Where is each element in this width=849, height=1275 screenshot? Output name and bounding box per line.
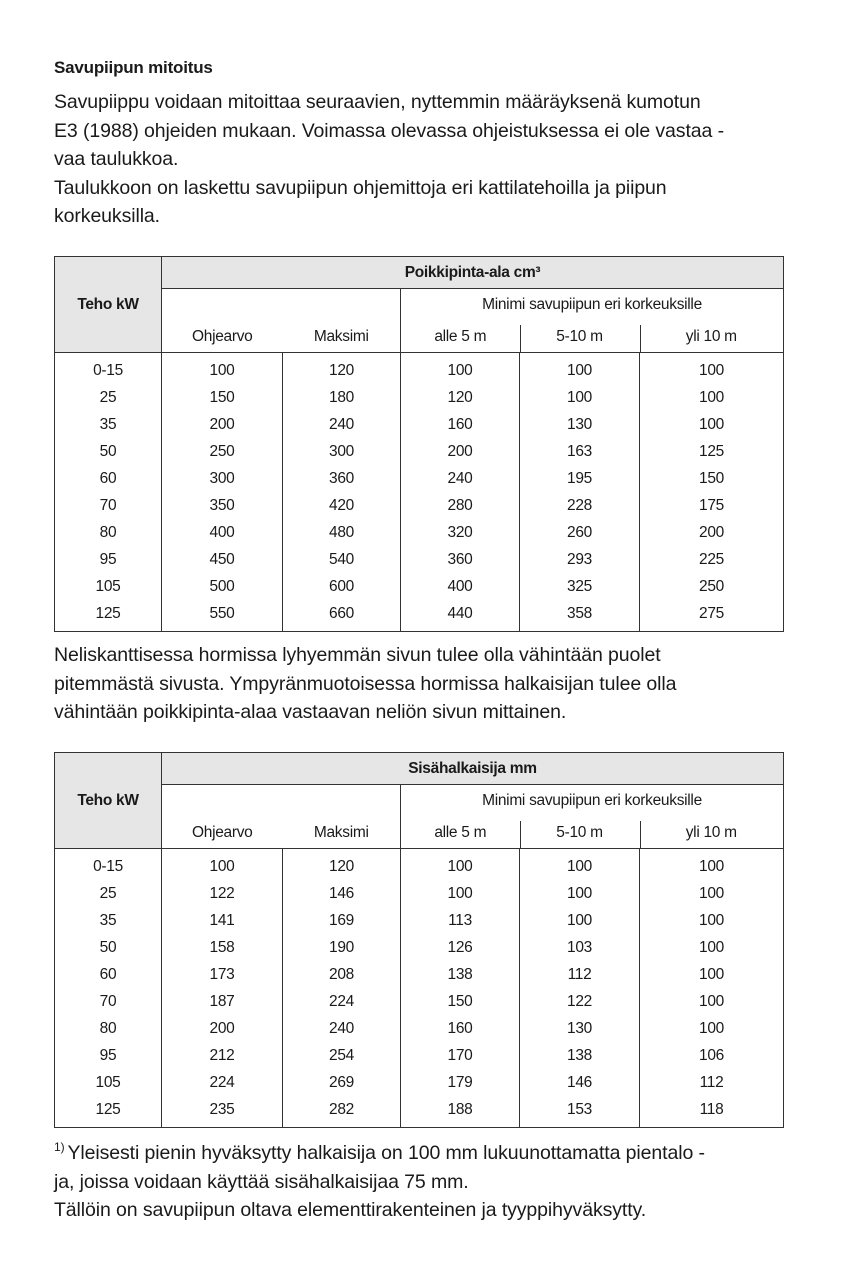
value-cell: 100 (520, 384, 640, 411)
teho-cell: 0-15 (55, 353, 162, 385)
table-row (55, 934, 784, 961)
table-row (55, 492, 784, 519)
minimi-header: Minimi savupiipun eri korkeuksille (401, 785, 784, 818)
value-cell: 187 (162, 988, 283, 1015)
value-cell: 160 (401, 411, 520, 438)
value-cell: 300 (283, 438, 401, 465)
value-cell: 300 (162, 465, 283, 492)
value-cell: 100 (401, 353, 520, 385)
footnote-line: Tällöin on savupiipun oltava elementtirakenteinen ja tyyppihyväksytty. (54, 1199, 647, 1222)
teho-header: Teho kW (55, 257, 162, 353)
value-cell: 208 (283, 961, 401, 988)
value-cell: 103 (520, 934, 640, 961)
value-cell: 269 (283, 1069, 401, 1096)
column-header: Maksimi (283, 817, 401, 849)
value-cell: 200 (640, 519, 784, 546)
value-cell: 480 (283, 519, 401, 546)
teho-header: Teho kW (55, 753, 162, 849)
value-cell: 190 (283, 934, 401, 961)
value-cell: 280 (401, 492, 520, 519)
teho-cell: 25 (55, 880, 162, 907)
teho-cell: 60 (55, 465, 162, 492)
value-cell: 113 (401, 907, 520, 934)
teho-cell: 95 (55, 546, 162, 573)
column-header: Ohjearvo (162, 817, 283, 849)
value-cell: 146 (520, 1069, 640, 1096)
value-cell: 275 (640, 600, 784, 632)
table-row (55, 600, 784, 632)
table-row (55, 573, 784, 600)
value-cell: 212 (162, 1042, 283, 1069)
column-header: yli 10 m (640, 817, 784, 849)
value-cell: 179 (401, 1069, 520, 1096)
value-cell: 100 (640, 849, 784, 881)
value-cell: 150 (640, 465, 784, 492)
value-cell: 106 (640, 1042, 784, 1069)
table-row (55, 384, 784, 411)
value-cell: 224 (283, 988, 401, 1015)
column-header: 5-10 m (520, 817, 640, 849)
table-row (55, 438, 784, 465)
value-cell: 130 (520, 411, 640, 438)
column-header: Maksimi (283, 321, 401, 353)
column-header: yli 10 m (640, 321, 784, 353)
teho-cell: 105 (55, 573, 162, 600)
middle-line: Neliskanttisessa hormissa lyhyemmän sivun tulee olla vähintään puolet (54, 644, 661, 666)
table-row (55, 1096, 784, 1128)
value-cell: 358 (520, 600, 640, 632)
column-header: Ohjearvo (162, 321, 283, 353)
value-cell: 153 (520, 1096, 640, 1128)
intro-line: vaa taulukkoa. (54, 148, 179, 171)
intro-line: Savupiippu voidaan mitoittaa seuraavien, nyttemmin määräyksenä kumotun (54, 91, 701, 113)
value-cell: 600 (283, 573, 401, 600)
table-row (55, 465, 784, 492)
value-cell: 122 (520, 988, 640, 1015)
teho-cell: 80 (55, 1015, 162, 1042)
value-cell: 660 (283, 600, 401, 632)
value-cell: 360 (401, 546, 520, 573)
table-row (55, 961, 784, 988)
value-cell: 120 (401, 384, 520, 411)
value-cell: 250 (640, 573, 784, 600)
teho-cell: 50 (55, 438, 162, 465)
cross-section-table (54, 256, 784, 632)
value-cell: 160 (401, 1015, 520, 1042)
table-body (55, 849, 784, 1128)
teho-cell: 35 (55, 907, 162, 934)
value-cell: 200 (162, 411, 283, 438)
inner-diameter-table (54, 752, 784, 1128)
value-cell: 320 (401, 519, 520, 546)
teho-cell: 70 (55, 492, 162, 519)
value-cell: 120 (283, 353, 401, 385)
value-cell: 120 (283, 849, 401, 881)
section-heading: Savupiipun mitoitus (54, 58, 213, 77)
value-cell: 138 (401, 961, 520, 988)
value-cell: 141 (162, 907, 283, 934)
value-cell: 200 (162, 1015, 283, 1042)
column-header: 5-10 m (520, 321, 640, 353)
value-cell: 180 (283, 384, 401, 411)
value-cell: 100 (520, 907, 640, 934)
value-cell: 170 (401, 1042, 520, 1069)
table-row (55, 880, 784, 907)
value-cell: 100 (162, 353, 283, 385)
group-header: Poikkipinta-ala cm³ (162, 257, 784, 289)
intro-line: E3 (1988) ohjeiden mukaan. Voimassa olevassa ohjeistuksessa ei ole vastaa - (54, 119, 724, 142)
value-cell: 118 (640, 1096, 784, 1128)
teho-cell: 105 (55, 1069, 162, 1096)
value-cell: 100 (640, 880, 784, 907)
value-cell: 195 (520, 465, 640, 492)
value-cell: 420 (283, 492, 401, 519)
value-cell: 260 (520, 519, 640, 546)
blank-header-cell (162, 289, 401, 322)
value-cell: 100 (640, 934, 784, 961)
table-row (55, 353, 784, 385)
value-cell: 130 (520, 1015, 640, 1042)
value-cell: 250 (162, 438, 283, 465)
intro-line: Taulukkoon on laskettu savupiipun ohjemittoja eri kattilatehoilla ja piipun (54, 176, 667, 199)
teho-cell: 35 (55, 411, 162, 438)
footnote-line: ja, joissa voidaan käyttää sisähalkaisijaa 75 mm. (54, 1170, 469, 1193)
teho-cell: 95 (55, 1042, 162, 1069)
value-cell: 325 (520, 573, 640, 600)
table-row (55, 849, 784, 881)
value-cell: 100 (640, 411, 784, 438)
value-cell: 440 (401, 600, 520, 632)
value-cell: 125 (640, 438, 784, 465)
value-cell: 146 (283, 880, 401, 907)
value-cell: 100 (640, 988, 784, 1015)
footnote-line (54, 1133, 705, 1168)
middle-line: pitemmästä sivusta. Ympyränmuotoisessa hormissa halkaisijan tulee olla (54, 672, 677, 695)
value-cell: 100 (640, 1015, 784, 1042)
value-cell: 100 (640, 961, 784, 988)
teho-cell: 25 (55, 384, 162, 411)
value-cell: 540 (283, 546, 401, 573)
table-row (55, 411, 784, 438)
value-cell: 169 (283, 907, 401, 934)
value-cell: 225 (640, 546, 784, 573)
value-cell: 100 (640, 384, 784, 411)
value-cell: 200 (401, 438, 520, 465)
footnote-marker: 1) (54, 1140, 65, 1154)
group-header: Sisähalkaisija mm (162, 753, 784, 785)
table-row (55, 546, 784, 573)
teho-cell: 60 (55, 961, 162, 988)
value-cell: 188 (401, 1096, 520, 1128)
value-cell: 100 (640, 907, 784, 934)
table-row (55, 907, 784, 934)
middle-paragraph (54, 641, 794, 727)
teho-cell: 125 (55, 600, 162, 632)
table-row (55, 988, 784, 1015)
value-cell: 228 (520, 492, 640, 519)
column-header: alle 5 m (401, 817, 520, 849)
table-row (55, 1069, 784, 1096)
teho-cell: 70 (55, 988, 162, 1015)
intro-line: korkeuksilla. (54, 205, 160, 228)
value-cell: 158 (162, 934, 283, 961)
blank-header-cell (162, 785, 401, 818)
value-cell: 235 (162, 1096, 283, 1128)
value-cell: 112 (520, 961, 640, 988)
value-cell: 100 (401, 849, 520, 881)
value-cell: 254 (283, 1042, 401, 1069)
value-cell: 360 (283, 465, 401, 492)
table-row (55, 1015, 784, 1042)
value-cell: 112 (640, 1069, 784, 1096)
table-row (55, 519, 784, 546)
footnote-text: Yleisesti pienin hyväksytty halkaisija on 100 mm lukuunottamatta pientalo - (67, 1142, 705, 1164)
value-cell: 100 (401, 880, 520, 907)
value-cell: 400 (162, 519, 283, 546)
value-cell: 400 (401, 573, 520, 600)
value-cell: 163 (520, 438, 640, 465)
value-cell: 240 (401, 465, 520, 492)
value-cell: 150 (401, 988, 520, 1015)
value-cell: 175 (640, 492, 784, 519)
teho-cell: 125 (55, 1096, 162, 1128)
value-cell: 122 (162, 880, 283, 907)
value-cell: 100 (520, 880, 640, 907)
value-cell: 100 (520, 849, 640, 881)
value-cell: 450 (162, 546, 283, 573)
value-cell: 350 (162, 492, 283, 519)
value-cell: 224 (162, 1069, 283, 1096)
value-cell: 173 (162, 961, 283, 988)
value-cell: 500 (162, 573, 283, 600)
teho-cell: 0-15 (55, 849, 162, 881)
value-cell: 150 (162, 384, 283, 411)
value-cell: 138 (520, 1042, 640, 1069)
teho-cell: 80 (55, 519, 162, 546)
value-cell: 100 (162, 849, 283, 881)
value-cell: 282 (283, 1096, 401, 1128)
teho-cell: 50 (55, 934, 162, 961)
value-cell: 550 (162, 600, 283, 632)
table-body (55, 353, 784, 632)
value-cell: 293 (520, 546, 640, 573)
middle-line: vähintään poikkipinta-alaa vastaavan neliön sivun mittainen. (54, 701, 567, 724)
minimi-header: Minimi savupiipun eri korkeuksille (401, 289, 784, 322)
value-cell: 240 (283, 1015, 401, 1042)
value-cell: 126 (401, 934, 520, 961)
value-cell: 100 (520, 353, 640, 385)
value-cell: 100 (640, 353, 784, 385)
table-row (55, 1042, 784, 1069)
value-cell: 240 (283, 411, 401, 438)
intro-paragraph (54, 88, 794, 231)
column-header: alle 5 m (401, 321, 520, 353)
footnote (54, 1133, 705, 1225)
